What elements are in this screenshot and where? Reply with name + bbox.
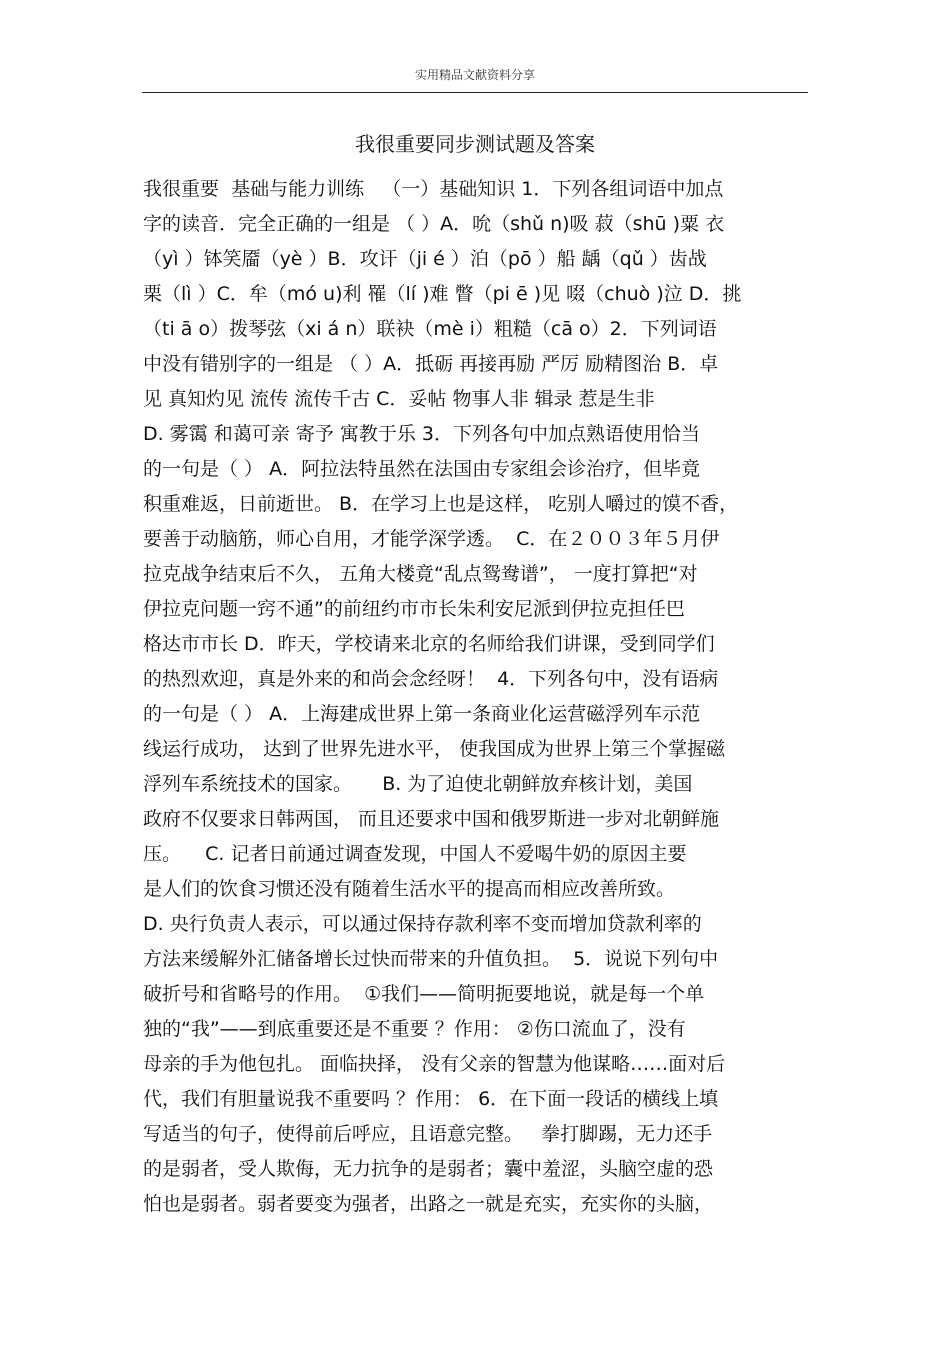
header-divider bbox=[142, 92, 808, 93]
text-line: （ti ā o）拨琴弦（xi á n）联袂（mè i）粗糙（cā o）2．下列词语 bbox=[143, 318, 717, 340]
text-line: 的热烈欢迎，真是外来的和尚会念经呀！ 4．下列各句中，没有语病 bbox=[143, 668, 719, 690]
text-line: （yì ）钵笑靥（yè ）B．攻讦（ji é ）泊（pō ）船 龋（qǔ ）齿战 bbox=[143, 248, 707, 270]
text-line: 伊拉克问题一窍不通”的前纽约市市长朱利安尼派到伊拉克担任巴 bbox=[143, 598, 685, 620]
text-line: 要善于动脑筋，师心自用，才能学深学透。 C．在２００３年５月伊 bbox=[143, 528, 720, 550]
text-line: 的一句是（ ） A．阿拉法特虽然在法国由专家组会诊治疗，但毕竟 bbox=[143, 458, 701, 480]
text-line: 中没有错别字的一组是 （ ）A．抵砺 再接再励 严厉 励精图治 B．卓 bbox=[143, 353, 719, 375]
text-line: D. 雾霭 和蔼可亲 寄予 寓教于乐 3．下列各句中加点熟语使用恰当 bbox=[143, 423, 700, 445]
text-line: 怕也是弱者。弱者要变为强者，出路之一就是充实，充实你的头脑， bbox=[143, 1193, 714, 1215]
text-line: 拉克战争结束后不久， 五角大楼竟“乱点鸳鸯谱”， 一度打算把“对 bbox=[143, 563, 698, 585]
text-line: 的是弱者，受人欺侮，无力抗争的是弱者；囊中羞涩，头脑空虚的恐 bbox=[143, 1158, 714, 1180]
text-line: 是人们的饮食习惯还没有随着生活水平的提高而相应改善所致。 bbox=[143, 878, 676, 900]
text-line: 线运行成功， 达到了世界先进水平， 使我国成为世界上第三个掌握磁 bbox=[143, 738, 726, 760]
text-line: 栗（lì ）C．牟（mó u)利 罹（lí )难 瞥（pi ē )见 啜（chuò )泣 D．挑 bbox=[143, 283, 742, 305]
text-line: 写适当的句子，使得前后呼应，且语意完整。 拳打脚踢，无力还手 bbox=[143, 1123, 713, 1145]
text-line: 的一句是（ ） A．上海建成世界上第一条商业化运营磁浮列车示范 bbox=[143, 703, 701, 725]
text-line: 代，我们有胆量说我不重要吗 ？作用： 6．在下面一段话的横线上填 bbox=[143, 1088, 719, 1110]
document-body bbox=[143, 172, 813, 1222]
text-line: 格达市市长 D．昨天，学校请来北京的名师给我们讲课，受到同学们 bbox=[143, 633, 715, 655]
text-line: 浮列车系统技术的国家。 B. 为了迫使北朝鲜放弃核计划，美国 bbox=[143, 773, 693, 795]
text-line: 字的读音．完全正确的一组是 （ ）A．吮（shǔ n)吸 菽（shū )粟 衣 bbox=[143, 213, 725, 235]
text-line: 见 真知灼见 流传 流传千古 C．妥帖 物事人非 辑录 惹是生非 bbox=[143, 388, 655, 410]
text-line: 母亲的手为他包扎。 面临抉择， 没有父亲的智慧为他谋略……面对后 bbox=[143, 1053, 726, 1075]
text-line: 破折号和省略号的作用。 ①我们——简明扼要地说，就是每一个单 bbox=[143, 983, 705, 1005]
text-line: D. 央行负责人表示，可以通过保持存款利率不变而增加贷款利率的 bbox=[143, 913, 702, 935]
page-header: 实用精品文献资料分享 bbox=[414, 68, 535, 82]
text-line: 方法来缓解外汇储备增长过快而带来的升值负担。 5．说说下列句中 bbox=[143, 948, 719, 970]
text-line: 压。 C. 记者日前通过调查发现，中国人不爱喝牛奶的原因主要 bbox=[143, 843, 687, 865]
text-line: 独的“我”——到底重要还是不重要 ？作用： ②伤口流血了，没有 bbox=[143, 1018, 686, 1040]
text-line: 我很重要 基础与能力训练 （一）基础知识 1．下列各组词语中加点 bbox=[143, 178, 724, 200]
text-line: 积重难返，日前逝世。 B．在学习上也是这样， 吃别人嚼过的馍不香， bbox=[143, 493, 739, 515]
document-title: 我很重要同步测试题及答案 bbox=[355, 132, 595, 156]
text-line: 政府不仅要求日韩两国， 而且还要求中国和俄罗斯进一步对北朝鲜施 bbox=[143, 808, 720, 830]
